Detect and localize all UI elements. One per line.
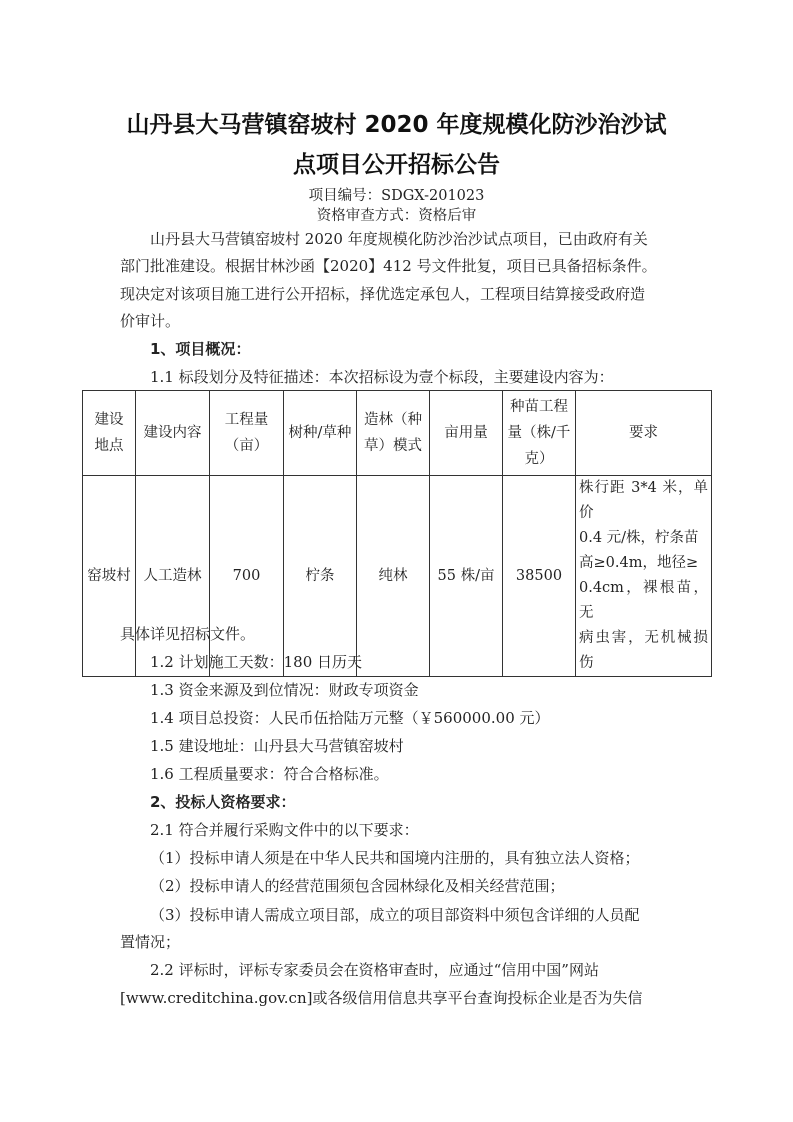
table-cell: 柠条: [284, 476, 357, 677]
requirement-3-cont: 置情况；: [120, 933, 181, 951]
item-1-1: 1.1 标段划分及特征描述：本次招标设为壹个标段，主要建设内容为：: [150, 368, 614, 386]
header-cell: 建设 地点: [83, 391, 136, 476]
intro-line: 价审计。: [120, 312, 181, 330]
table-row: [83, 476, 712, 677]
table-cell: 纯林: [357, 476, 430, 677]
requirement-2: （2）投标申请人的经营范围须包含园林绿化及相关经营范围；: [150, 877, 565, 895]
section-heading-2: 2、投标人资格要求：: [150, 793, 296, 811]
header-cell: 种苗工程 量（株/千 克）: [503, 391, 576, 476]
item-2-2: 2.2 评标时，评标专家委员会在资格审查时，应通过“信用中国”网站: [150, 961, 599, 979]
table-cell: 55 株/亩: [430, 476, 503, 677]
requirement-cell: 株行距 3*4 米，单价 0.4 元/株，柠条苗 高≥0.4m，地径≥ 0.4cm，裸根苗，无 病虫害，无机械损伤: [576, 476, 712, 677]
item-1-2: 1.2 计划施工天数：180 日历天: [150, 653, 363, 671]
item-1-4: 1.4 项目总投资：人民币伍拾陆万元整（￥560000.00 元）: [150, 709, 550, 727]
item-1-6: 1.6 工程质量要求：符合合格标准。: [150, 765, 389, 783]
requirement-1: （1）投标申请人须是在中华人民共和国境内注册的，具有独立法人资格；: [150, 849, 640, 867]
table-cell: 窑坡村: [83, 476, 136, 677]
header-cell: 建设内容: [136, 391, 210, 476]
header-cell: 造林（种 草）模式: [357, 391, 430, 476]
item-1-3: 1.3 资金来源及到位情况：财政专项资金: [150, 681, 419, 699]
review-method: 资格审查方式：资格后审: [316, 208, 477, 224]
table-cell: 38500: [503, 476, 576, 677]
header-cell: 树种/草种: [284, 391, 357, 476]
header-cell: 工程量 （亩）: [210, 391, 284, 476]
intro-line: 部门批准建设。根据甘林沙函【2020】412 号文件批复，项目已具备招标条件。: [120, 257, 657, 275]
intro-line: 山丹县大马营镇窑坡村 2020 年度规模化防沙治沙试点项目，已由政府有关: [150, 230, 648, 248]
project-number: 项目编号：SDGX-201023: [308, 188, 485, 204]
table-header-row: [83, 391, 712, 476]
table-cell: 700: [210, 476, 284, 677]
intro-line: 现决定对该项目施工进行公开招标，择优选定承包人，工程项目结算接受政府造: [120, 285, 646, 303]
header-cell: 要求: [576, 391, 712, 476]
header-cell: 亩用量: [430, 391, 503, 476]
requirement-3: （3）投标申请人需成立项目部，成立的项目部资料中须包含详细的人员配: [150, 906, 640, 924]
section-heading-1: 1、项目概况：: [150, 340, 251, 358]
table-cell: 人工造林: [136, 476, 210, 677]
item-2-1: 2.1 符合并履行采购文件中的以下要求：: [150, 821, 419, 839]
after-table-note: 具体详见招标文件。: [120, 625, 256, 643]
doc-title-line1: 山丹县大马营镇窑坡村 2020 年度规模化防沙治沙试: [126, 112, 667, 138]
item-1-5: 1.5 建设地址：山丹县大马营镇窑坡村: [150, 737, 404, 755]
doc-title-line2: 点项目公开招标公告: [293, 152, 500, 178]
item-2-2-cont: [www.creditchina.gov.cn]或各级信用信息共享平台查询投标企业是否为失信: [120, 989, 643, 1007]
